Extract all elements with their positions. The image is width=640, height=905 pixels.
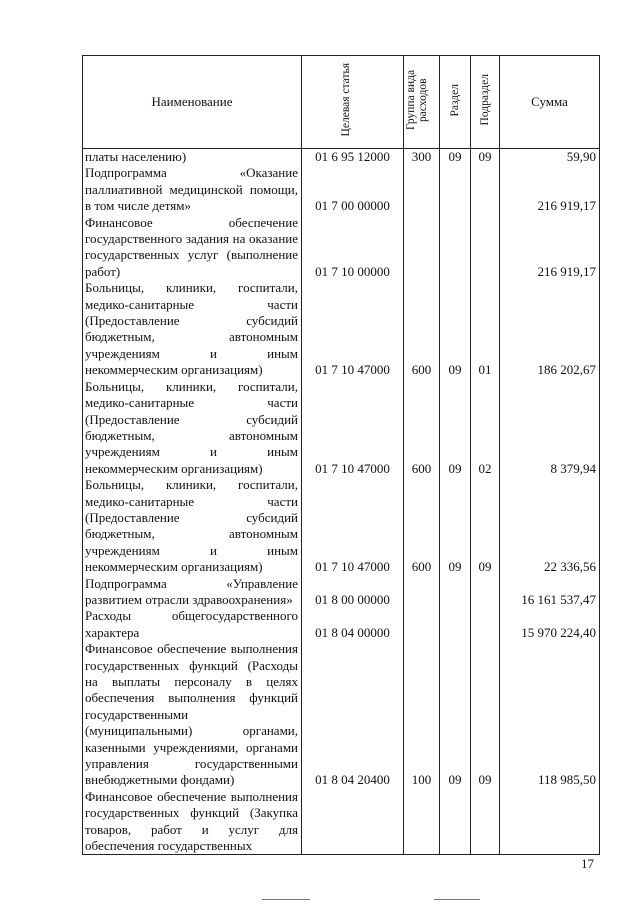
- header-target-article: Целевая статья: [302, 56, 404, 149]
- table-row: [83, 149, 600, 166]
- row-name: Больницы, клиники, госпитали, медико-санитарные части (Предоставление субсидий бюджетным, автономным учреждениям и иным некоммерческим организациям): [83, 379, 302, 477]
- row-subsection: [471, 215, 500, 281]
- row-subsection: 09: [471, 641, 500, 789]
- header-section: Раздел: [440, 56, 471, 149]
- row-subsection: 02: [471, 379, 500, 477]
- row-subsection: [471, 608, 500, 641]
- row-target: 01 7 10 00000: [302, 215, 404, 281]
- row-section: 09: [440, 379, 471, 477]
- row-name: Финансовое обеспечение государственного задания на оказание государственных услуг (выполнение работ): [83, 215, 302, 281]
- row-target: 01 7 10 47000: [302, 379, 404, 477]
- scan-artifact-line: [262, 899, 310, 900]
- row-section: [440, 165, 471, 214]
- row-subsection: [471, 165, 500, 214]
- row-sum: 216 919,17: [500, 165, 600, 214]
- row-group: [404, 165, 440, 214]
- row-group: [404, 608, 440, 641]
- row-name: Больницы, клиники, госпитали, медико-санитарные части (Предоставление субсидий бюджетным, автономным учреждениям и иным некоммерческим организациям): [83, 280, 302, 378]
- row-sum: 216 919,17: [500, 215, 600, 281]
- row-sum: 59,90: [500, 149, 600, 166]
- row-subsection: [471, 789, 500, 855]
- row-sum: 16 161 537,47: [500, 576, 600, 609]
- table-row: [83, 641, 600, 789]
- row-section: [440, 576, 471, 609]
- row-target: 01 7 10 47000: [302, 280, 404, 378]
- row-group: [404, 576, 440, 609]
- row-section: [440, 215, 471, 281]
- table-row: [83, 379, 600, 477]
- row-target: 01 7 00 00000: [302, 165, 404, 214]
- row-group: [404, 789, 440, 855]
- header-name: Наименование: [83, 56, 302, 149]
- row-sum: 22 336,56: [500, 477, 600, 575]
- table-row: [83, 215, 600, 281]
- scan-artifact-line: [434, 899, 480, 900]
- row-subsection: 09: [471, 477, 500, 575]
- page-number: 17: [581, 856, 594, 871]
- row-subsection: 01: [471, 280, 500, 378]
- row-group: 600: [404, 280, 440, 378]
- table-row: [83, 789, 600, 855]
- row-target: 01 8 04 20400: [302, 641, 404, 789]
- row-section: 09: [440, 641, 471, 789]
- row-target: 01 8 04 00000: [302, 608, 404, 641]
- row-group: 300: [404, 149, 440, 166]
- row-sum: [500, 789, 600, 855]
- table-row: [83, 576, 600, 609]
- row-name: Финансовое обеспечение выполнения государственных функций (Расходы на выплаты персоналу в целях обеспечения выполнения функций государственными (муниципальными) органами, казенными учреждениями, органами управления государственными внебюджетными фондами): [83, 641, 302, 789]
- row-section: 09: [440, 280, 471, 378]
- row-target: 01 7 10 47000: [302, 477, 404, 575]
- table-row: [83, 165, 600, 214]
- row-name: платы населению): [83, 149, 302, 166]
- row-name: Подпрограмма «Управление развитием отрасли здравоохранения»: [83, 576, 302, 609]
- row-name: Финансовое обеспечение выполнения государственных функций (Закупка товаров, работ и услуг для обеспечения государственных: [83, 789, 302, 855]
- table-row: [83, 280, 600, 378]
- row-group: 600: [404, 477, 440, 575]
- row-group: 100: [404, 641, 440, 789]
- row-name: Подпрограмма «Оказание паллиативной медицинской помощи, в том числе детям»: [83, 165, 302, 214]
- row-group: 600: [404, 379, 440, 477]
- budget-table: [82, 55, 600, 855]
- row-section: [440, 789, 471, 855]
- row-section: 09: [440, 477, 471, 575]
- row-subsection: 09: [471, 149, 500, 166]
- row-target: 01 8 00 00000: [302, 576, 404, 609]
- row-target: [302, 789, 404, 855]
- row-section: [440, 608, 471, 641]
- header-sum: Сумма: [500, 56, 600, 149]
- row-section: 09: [440, 149, 471, 166]
- row-group: [404, 215, 440, 281]
- row-sum: 118 985,50: [500, 641, 600, 789]
- table-row: [83, 608, 600, 641]
- row-sum: 15 970 224,40: [500, 608, 600, 641]
- header-subsection: Подраздел: [471, 56, 500, 149]
- header-expense-group: Группа вида расходов: [404, 56, 440, 149]
- table-header-row: [83, 56, 600, 149]
- row-target: 01 6 95 12000: [302, 149, 404, 166]
- row-subsection: [471, 576, 500, 609]
- row-sum: 8 379,94: [500, 379, 600, 477]
- row-name: Больницы, клиники, госпитали, медико-санитарные части (Предоставление субсидий бюджетным, автономным учреждениям и иным некоммерческим организациям): [83, 477, 302, 575]
- row-name: Расходы общегосударственного характера: [83, 608, 302, 641]
- table-row: [83, 477, 600, 575]
- row-sum: 186 202,67: [500, 280, 600, 378]
